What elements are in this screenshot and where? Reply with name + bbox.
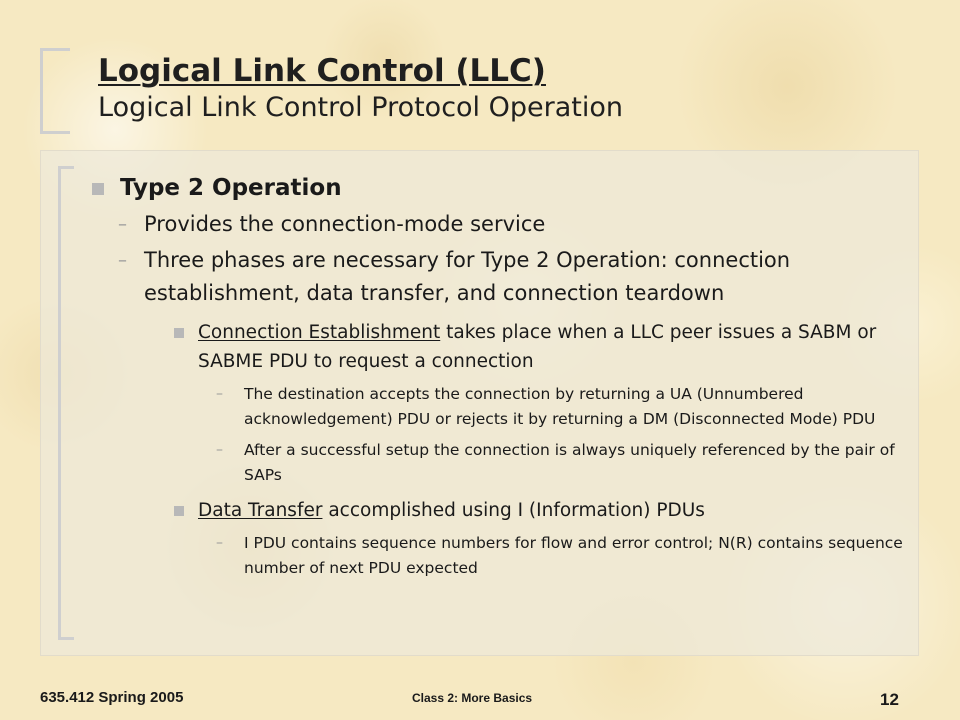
term-connection-establishment: Connection Establishment [198, 322, 441, 343]
title-block [98, 52, 938, 126]
detail-sap-pair [216, 438, 907, 488]
bullet-connection-establishment [174, 318, 907, 376]
dash-bullet-icon: – [216, 386, 223, 402]
dash-bullet-icon: – [118, 214, 127, 235]
bullet-data-transfer [174, 496, 907, 525]
content-bracket [58, 166, 74, 640]
term-data-transfer: Data Transfer [198, 500, 323, 521]
bullet-type2 [92, 170, 907, 206]
sub-bullet-phases [118, 244, 907, 310]
detail-text: The destination accepts the connection by returning a UA (Unnumbered acknowledgement) PDU or rejects it by returning a DM (Disconnected Mode) PDU [244, 385, 876, 428]
detail-sequence-numbers [216, 531, 907, 581]
page-number: 12 [880, 690, 899, 709]
title-bracket [40, 48, 70, 134]
detail-text: I PDU contains sequence numbers for flow and error control; N(R) contains sequence number of next PDU expected [244, 534, 903, 577]
detail-accept-reject [216, 382, 907, 432]
sub-bullet-text: Provides the connection-mode service [144, 212, 546, 236]
sub-bullet-text: Three phases are necessary for Type 2 Operation: connection establishment, data transfer, and connection teardown [144, 248, 791, 305]
dash-bullet-icon: – [216, 535, 223, 551]
detail-text: After a successful setup the connection is always uniquely referenced by the pair of SAPs [244, 441, 895, 484]
slide-title: Logical Link Control (LLC) [98, 53, 546, 89]
transfer-text: accomplished using I (Information) PDUs [322, 500, 705, 521]
dash-bullet-icon: – [118, 250, 127, 271]
bullet-heading: Type 2 Operation [120, 175, 342, 201]
square-bullet-icon [174, 328, 184, 338]
square-bullet-icon [92, 183, 104, 195]
sub-bullet-service [118, 208, 907, 242]
footer-lecture: Class 2: More Basics [412, 691, 533, 705]
slide-subtitle: Logical Link Control Protocol Operation [98, 92, 624, 123]
footer-course: 635.412 Spring 2005 [40, 689, 184, 706]
slide-content [92, 166, 907, 581]
bullet-text [198, 318, 888, 376]
square-bullet-icon [174, 506, 184, 516]
establishment-text: takes place when a LLC peer issues a SABM or SABME PDU to request a connection [198, 322, 877, 372]
dash-bullet-icon: – [216, 442, 223, 458]
bullet-text [198, 496, 888, 525]
